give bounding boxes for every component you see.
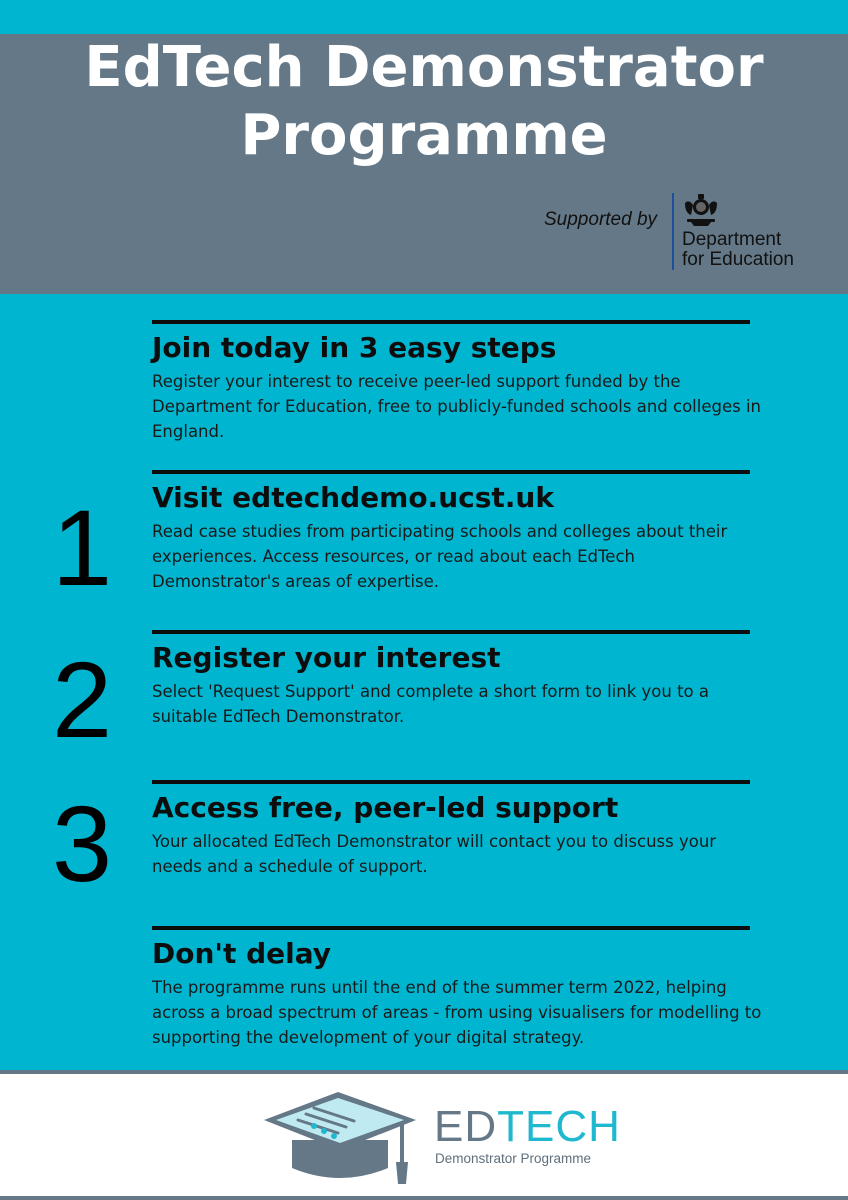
section-title: Visit edtechdemo.ucst.uk (152, 481, 554, 514)
section-divider (152, 320, 750, 324)
section-step-3 (152, 780, 750, 879)
graduation-cap-icon (262, 1088, 418, 1188)
section-body: The programme runs until the end of the summer term 2022, helping across a broad spectrum of areas - from using visualisers for modelling to supporting the development of your digital strategy. (152, 978, 762, 1047)
supported-by-label: Supported by (544, 209, 658, 230)
edtech-wordmark (434, 1104, 621, 1150)
brand-tech: TECH (497, 1102, 621, 1151)
section-body: Select 'Request Support' and complete a short form to link you to a suitable EdTech Demonstrator. (152, 682, 709, 726)
section-join (152, 320, 761, 444)
section-step-1 (152, 470, 750, 594)
section-title: Don't delay (152, 937, 332, 970)
brand-subtitle: Demonstrator Programme (435, 1151, 592, 1166)
section-body: Read case studies from participating schools and colleges about their experiences. Access resources, or read about each EdTech Demonstrator's areas of expertise. (152, 522, 728, 591)
title-line-1: EdTech Demonstrator (84, 35, 764, 100)
section-title: Access free, peer-led support (152, 791, 619, 824)
dfe-logo-text (682, 230, 794, 270)
step-number-2: 2 (51, 639, 113, 760)
footer-bottom-border (0, 1196, 848, 1200)
section-step-2 (152, 630, 750, 729)
section-divider (152, 630, 750, 634)
section-body: Register your interest to receive peer-led support funded by the Department for Education, free to publicly-funded schools and colleges in England. (152, 372, 761, 441)
royal-crest-icon (681, 193, 721, 227)
brand-ed: ED (434, 1102, 498, 1151)
section-body: Your allocated EdTech Demonstrator will contact you to discuss your needs and a schedule of support. (152, 832, 717, 876)
dfe-line-2: for Education (682, 249, 794, 270)
section-divider (152, 926, 750, 930)
dfe-line-1: Department (682, 229, 782, 250)
section-title: Register your interest (152, 641, 501, 674)
dfe-logo-divider (672, 193, 674, 270)
title-line-2: Programme (240, 103, 608, 168)
section-divider (152, 470, 750, 474)
step-number-1: 1 (51, 487, 113, 608)
step-number-3: 3 (51, 783, 113, 904)
page-title (0, 34, 848, 170)
section-title: Join today in 3 easy steps (152, 331, 557, 364)
section-dont-delay (152, 926, 762, 1050)
footer-logo-panel (0, 1070, 848, 1200)
section-divider (152, 780, 750, 784)
